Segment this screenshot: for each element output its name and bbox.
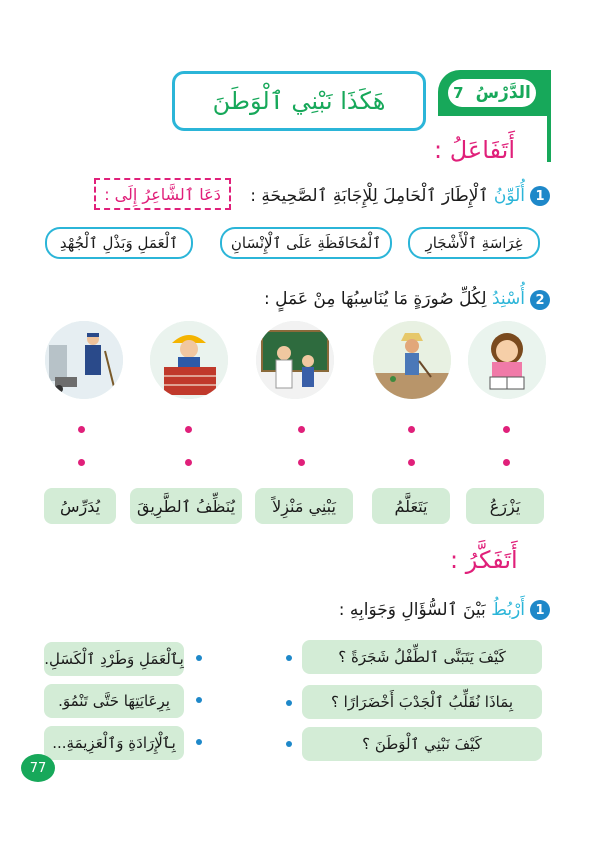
match-dot-bottom[interactable]: [503, 459, 510, 466]
task1-instruction: [250, 185, 525, 206]
picture-planting-farmer: [373, 321, 451, 399]
task3-verb: أَرْبُطُ: [491, 600, 525, 620]
lesson-number: 7: [453, 84, 464, 102]
verb-learns[interactable]: يَتَعَلَّمُ: [372, 488, 450, 524]
task3-instruction: [339, 599, 525, 620]
picture-street-sweeper: [45, 321, 123, 399]
section-heading-reflect: أَتَفَكَّرُ :: [450, 546, 518, 574]
picture-reading-girl: [468, 321, 546, 399]
lesson-word: الدَّرْسُ: [475, 83, 531, 103]
picture-bricklayer: [150, 321, 228, 399]
task2-instruction: [264, 289, 525, 309]
question-box: كَيْفَ يَتَبَنَّى ٱلطِّفْلُ شَجَرَةً ؟: [302, 640, 542, 674]
task1-number: 1: [530, 186, 550, 206]
match-dot-bottom[interactable]: [408, 459, 415, 466]
answer-box: بِرِعَايَتِهَا حَتَّى تَنْمُوَ.: [44, 684, 184, 718]
lesson-label: [448, 79, 536, 107]
choice-work-effort[interactable]: ٱلْعَمَلِ وَبَذْلِ ٱلْجُهْدِ: [45, 227, 193, 259]
task3-number: 1: [530, 600, 550, 620]
answer-dot[interactable]: [196, 739, 202, 745]
question-box: بِمَاذَا نُقَلِّبُ ٱلْجَدْبَ أَخْضَرَارًا ؟: [302, 685, 542, 719]
task2-text: لِكُلِّ صُورَةٍ مَا يُنَاسِبُهَا مِنْ عَمَلٍ :: [264, 289, 487, 309]
section-heading-interact: أَتَفَاعَلُ :: [434, 136, 516, 164]
match-dot-bottom[interactable]: [78, 459, 85, 466]
task3-text: بَيْنَ ٱلسُّؤَالِ وَجَوَابِهِ :: [338, 600, 486, 620]
page-number: 77: [21, 754, 55, 782]
question-dot[interactable]: [286, 700, 292, 706]
task1-prompt: دَعَا ٱلشَّاعِرُ إِلَى :: [94, 178, 231, 210]
question-dot[interactable]: [286, 741, 292, 747]
verb-plants[interactable]: يَزْرَعُ: [466, 488, 544, 524]
task2-number: 2: [530, 290, 550, 310]
question-dot[interactable]: [286, 655, 292, 661]
question-box: كَيْفَ نَبْنِي ٱلْوَطَنَ ؟: [302, 727, 542, 761]
task1-verb: أُلَوِّنُ: [493, 186, 525, 206]
verb-teaches[interactable]: يُدَرِّسُ: [44, 488, 116, 524]
lesson-title-box: [172, 71, 426, 131]
verb-builds-house[interactable]: يَبْنِي مَنْزِلاً: [255, 488, 353, 524]
match-dot-top[interactable]: [503, 426, 510, 433]
answer-dot[interactable]: [196, 655, 202, 661]
task2-verb: أُسْنِدُ: [491, 289, 525, 309]
answer-box: بِٱلْعَمَلِ وَطَرْدِ ٱلْكَسَلِ.: [44, 642, 184, 676]
match-dot-top[interactable]: [298, 426, 305, 433]
verb-cleans-road[interactable]: يُنَظِّفُ ٱلطَّرِيقَ: [130, 488, 242, 524]
match-dot-bottom[interactable]: [298, 459, 305, 466]
answer-box: بِٱلْإِرَادَةِ وَٱلْعَزِيمَةِ...: [44, 726, 184, 760]
match-dot-bottom[interactable]: [185, 459, 192, 466]
choice-protect-human[interactable]: ٱلْمُحَافَظَةِ عَلَى ٱلْإِنْسَانِ: [220, 227, 392, 259]
match-dot-top[interactable]: [78, 426, 85, 433]
answer-dot[interactable]: [196, 697, 202, 703]
picture-teacher-board: [256, 321, 334, 399]
match-dot-top[interactable]: [408, 426, 415, 433]
lesson-title: هَكَذَا نَبْنِي ٱلْوَطَنَ: [212, 87, 386, 115]
task1-text: ٱلْإِطَارَ ٱلْحَامِلَ لِلْإِجَابَةِ ٱلصَّحِيحَةِ :: [250, 186, 489, 206]
match-dot-top[interactable]: [185, 426, 192, 433]
choice-trees[interactable]: غِرَاسَةِ ٱلْأَشْجَارِ: [408, 227, 540, 259]
